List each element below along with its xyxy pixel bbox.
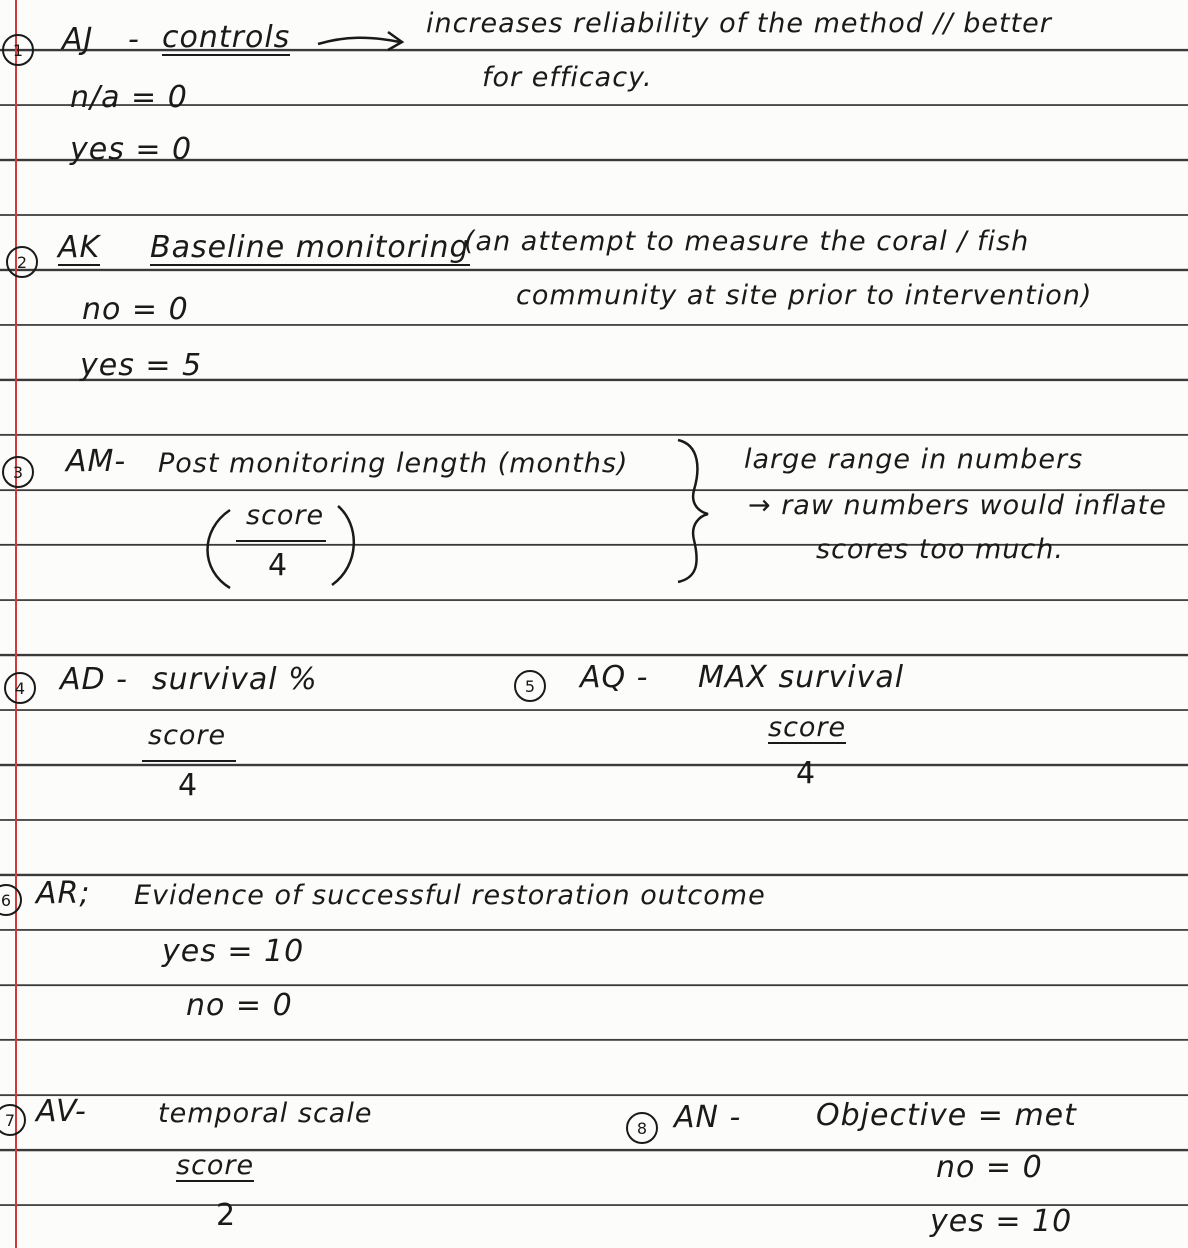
item-number: 3 xyxy=(12,462,24,482)
item-number: 6 xyxy=(0,890,12,910)
item-number-badge xyxy=(4,672,36,704)
option-value: no = 0 xyxy=(186,988,293,1023)
arrow-icon xyxy=(318,32,402,50)
item-description: (an attempt to measure the coral / fish xyxy=(464,226,1030,257)
item-code: AQ - xyxy=(580,660,649,695)
option-value: no = 0 xyxy=(82,292,189,327)
fraction-denominator: 2 xyxy=(216,1198,237,1233)
item-number: 1 xyxy=(12,40,24,60)
item-number-badge xyxy=(2,34,34,66)
item-title: temporal scale xyxy=(158,1098,373,1129)
item-separator: - xyxy=(128,22,140,57)
fraction-denominator: 4 xyxy=(796,756,817,791)
item-title: controls xyxy=(162,20,291,55)
item-title: Evidence of successful restoration outcome xyxy=(134,880,766,911)
item-note: large range in numbers xyxy=(744,444,1084,475)
item-number-badge xyxy=(6,246,38,278)
option-value: yes = 5 xyxy=(80,348,203,383)
item-title: survival % xyxy=(152,662,318,697)
item-number: 5 xyxy=(524,676,536,696)
item-code: AM- xyxy=(66,444,127,479)
option-value: n/a = 0 xyxy=(70,80,188,115)
fraction-numerator: score xyxy=(246,500,325,531)
fraction-denominator: 4 xyxy=(178,768,199,803)
item-number: 8 xyxy=(636,1118,648,1138)
item-code: AN - xyxy=(674,1100,742,1135)
right-paren xyxy=(332,506,354,585)
item-number-badge xyxy=(514,670,546,702)
item-note: for efficacy. xyxy=(482,62,653,93)
item-code: AK xyxy=(58,230,101,265)
fraction-numerator: score xyxy=(176,1150,255,1181)
item-note: increases reliability of the method // better xyxy=(426,8,1052,39)
item-number-badge xyxy=(626,1112,658,1144)
item-title: MAX survival xyxy=(698,660,905,695)
item-code: AR; xyxy=(36,876,91,911)
left-paren xyxy=(208,510,231,588)
fraction-numerator: score xyxy=(148,720,227,751)
item-number-badge xyxy=(2,456,34,488)
item-number: 4 xyxy=(14,678,26,698)
item-code: AJ xyxy=(62,22,94,57)
fraction-numerator: score xyxy=(768,712,847,743)
option-value: no = 0 xyxy=(936,1150,1043,1185)
option-value: yes = 0 xyxy=(70,132,193,167)
fraction-bar xyxy=(142,760,236,762)
item-title: Objective = met xyxy=(816,1098,1077,1133)
fraction-bar xyxy=(236,540,326,542)
item-description: community at site prior to intervention) xyxy=(516,280,1093,311)
item-number: 2 xyxy=(16,252,28,272)
item-code: AV- xyxy=(36,1094,87,1129)
item-number: 7 xyxy=(4,1110,16,1130)
item-note: → raw numbers would inflate xyxy=(748,490,1167,521)
item-code: AD - xyxy=(60,662,128,697)
fraction-denominator: 4 xyxy=(268,548,289,583)
item-title: Baseline monitoring xyxy=(150,230,470,265)
item-note: scores too much. xyxy=(816,534,1064,565)
option-value: yes = 10 xyxy=(162,934,305,969)
right-brace xyxy=(678,440,708,582)
option-value: yes = 10 xyxy=(930,1204,1073,1239)
item-title: Post monitoring length (months) xyxy=(158,448,629,479)
